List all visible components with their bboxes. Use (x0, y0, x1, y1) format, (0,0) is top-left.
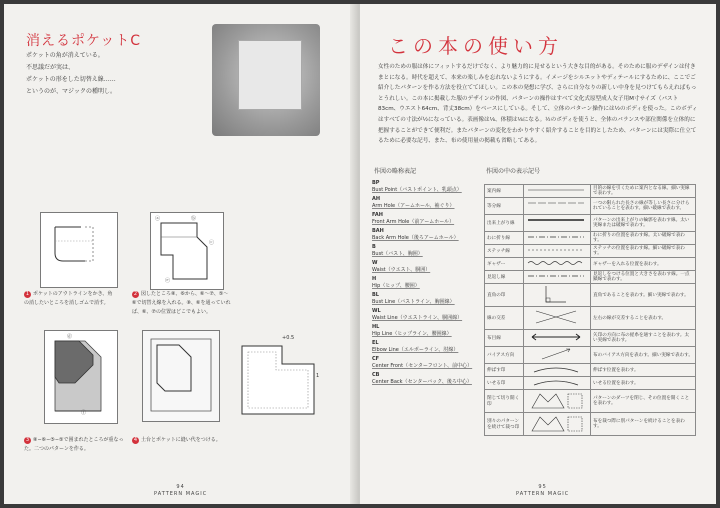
symbol-name: 布目線 (485, 330, 524, 347)
symbol-icon (524, 185, 591, 198)
caption-text: 図したところ⑧、⑥から、⑥〜⑦、⑤〜⑥で切替え線を入れる。⑧、⑥を通っていれば、⑥、⑦の位置はどこでもよい。 (132, 291, 231, 315)
left-page-title: 消えるポケットC (26, 33, 142, 49)
abbr-item: CF Center Front（センターフロント、前中心） (372, 356, 473, 369)
symbol-graphic (526, 364, 586, 374)
symbol-row (485, 271, 696, 284)
caption-1 (24, 290, 116, 308)
symbol-graphic (526, 390, 586, 410)
intro-paragraph: 女性のための服は体にフィットするだけでなく、より魅力的に見せるという大きな目的がある。そのために服のデザインは付きまとになる。時代を超えて、本来の楽しみを忘れないようにする。イメージをシルエットやディテールにするために、ここでご紹介したパターンを作る方法を役立ててほしい。この本の発想に学び、さらに自分なりの新しい中身を見つけてもらえればもっとうれしい。この本に掲載した服のデザインの作図、パターンの操作はすべて文化式原型成人女子用M寸サイズ（バスト83cm、ウエスト64cm、背丈38cm）をベースにしている。そして、立体のパターン操作には½のボディを使った。このボディはすべての寸法が½になっている。表画像は⅛、体積は⅛になる。½のボディを使うと、全体のバランスや部位関係を立体的に把握することができて便利だ。またパターンの変化をわかりやすく紹介することを目的としたため、パターンには実際に仕立てるために必要な記号、また、布の使用量の掲載も省略してある。 (378, 64, 698, 145)
label-d: ⓓ (67, 334, 73, 340)
diagram-4b (232, 334, 328, 422)
seam-line-diagram (151, 213, 223, 289)
symbol-icon (524, 307, 591, 330)
symbol-graphic (526, 307, 586, 327)
symbol-icon (524, 330, 591, 347)
symbol-row (485, 330, 696, 347)
symbols-table (484, 184, 696, 436)
symbol-name: 出来上がり線 (485, 215, 524, 232)
diagram-4 (142, 330, 220, 422)
symbol-icon (524, 347, 591, 364)
diagram-2 (150, 212, 224, 290)
caption-4 (132, 436, 252, 445)
symbol-name: 伸ばす印 (485, 364, 524, 377)
step-number-1: 1 (25, 291, 30, 297)
symbol-row (485, 185, 696, 198)
symbol-icon (524, 245, 591, 258)
symbol-icon (524, 232, 591, 245)
seam-allowance-diagram (143, 331, 219, 421)
symbol-desc: ステッチの位置を表わす線。細い破線で表わす。 (591, 245, 696, 258)
caption-text: 土台とポケットに縫い代をつける。 (141, 437, 221, 443)
footer-text: PATTERN MAGIC (154, 491, 208, 497)
symbol-icon (524, 390, 591, 413)
caption-text: ⑧−⑥−⑤−⑤で囲まれたところが重なった。二つのパターンを作る。 (24, 437, 124, 452)
step-number-3: 3 (25, 437, 30, 443)
symbol-graphic (526, 330, 586, 344)
pocket-photo (238, 40, 302, 110)
symbol-row (485, 198, 696, 215)
symbol-icon (524, 364, 591, 377)
text-line: ポケットの角が消えている。 (26, 52, 104, 59)
symbol-desc: パターンの出来上がりの輪郭を表わす線。太い実線または破線で表わす。 (591, 215, 696, 232)
symbol-row (485, 390, 696, 413)
abbr-item: BAH Back Arm Hole（後ろアームホール） (372, 228, 459, 241)
symbol-desc: 左右の線が交差することを表わす。 (591, 307, 696, 330)
symbol-name: 等分線 (485, 198, 524, 215)
dim-note: 1 (316, 373, 320, 379)
symbol-desc: パターンのダーツを閉じ、その位置を開くことを表わす。 (591, 390, 696, 413)
symbol-row (485, 284, 696, 307)
symbol-icon (524, 258, 591, 271)
step-number-2: 2 (133, 291, 138, 297)
abbr-item: CB Center Back（センターバック、後ろ中心） (372, 372, 472, 385)
symbol-row (485, 258, 696, 271)
symbol-name: 線の交差 (485, 307, 524, 330)
abbr-list (372, 180, 498, 388)
symbol-desc: 布のバイアス方向を表わす。細い実線で表わす。 (591, 347, 696, 364)
symbol-name: 案内線 (485, 185, 524, 198)
symbol-desc: 矢印の方向に布の経糸を通すことを表わす。太い実線で表わす。 (591, 330, 696, 347)
abbr-item: BL Bust Line（バストライン、胸囲線） (372, 292, 455, 305)
symbol-graphic (526, 284, 586, 304)
symbol-graphic (526, 215, 586, 229)
abbr-item: WL Waist Line（ウエストライン、胴囲線） (372, 308, 463, 321)
text-line: ポケットの形をした切替え線…… (26, 76, 116, 83)
footer-text: PATTERN MAGIC (516, 491, 570, 497)
label-a: ⓐ (155, 216, 161, 222)
label-e: ⓔ (165, 278, 171, 284)
symbol-row (485, 307, 696, 330)
abbr-item: FAH Front Arm Hole（前アームホール） (372, 212, 455, 225)
seam-note: +0.5 (282, 335, 295, 341)
label-f: ⓕ (81, 410, 87, 416)
symbol-graphic (526, 232, 586, 242)
symbol-desc: 直角であることを表わす。細い実線で表わす。 (591, 284, 696, 307)
right-page-title: この本の使い方 (388, 34, 563, 58)
symbol-row (485, 364, 696, 377)
book-spread (4, 4, 716, 504)
symbol-graphic (526, 271, 586, 281)
caption-3 (24, 436, 124, 454)
abbr-item: HL Hip Line（ヒップライン、腰囲線） (372, 324, 452, 337)
abbr-item: EL Elbow Line（エルボーライン、肘線） (372, 340, 459, 353)
text-line: というのが、マジックの種明し。 (26, 88, 117, 95)
symbol-desc: いせる位置を表わす。 (591, 377, 696, 390)
symbol-row (485, 215, 696, 232)
symbols-heading: 作図の中の表示記号 (486, 168, 541, 175)
symbol-row (485, 377, 696, 390)
label-c: ⓒ (209, 240, 215, 246)
symbol-row (485, 232, 696, 245)
left-page (4, 4, 356, 504)
abbr-heading: 作図の略称表記 (374, 168, 417, 175)
symbol-icon (524, 215, 591, 232)
symbol-desc: 見返しをつける位置と大きさを表わす線。一点鎖線で表わす。 (591, 271, 696, 284)
symbol-name: ギャザー (485, 258, 524, 271)
symbol-graphic (526, 413, 586, 433)
symbol-name: わに折り線 (485, 232, 524, 245)
symbol-row (485, 413, 696, 436)
symbol-graphic (526, 377, 586, 387)
garment-photo (212, 24, 320, 136)
diagram-1 (40, 212, 118, 288)
abbr-item: BP Bust Point（バストポイント、乳頭点） (372, 180, 462, 193)
symbol-desc: 伸ばす位置を表わす。 (591, 364, 696, 377)
symbol-name: ステッチ線 (485, 245, 524, 258)
right-footer (516, 484, 569, 498)
symbol-desc: 布を裁つ際に別パターンを続けることを表わす。 (591, 413, 696, 436)
abbr-item: AH Arm Hole（アームホール、袖ぐり） (372, 196, 455, 209)
caption-2 (132, 290, 232, 317)
left-page-text (26, 50, 116, 98)
symbol-row (485, 245, 696, 258)
symbol-graphic (526, 198, 586, 212)
symbol-name: 直角の印 (485, 284, 524, 307)
caption-text: ポケットのアウトラインをかき、角の消したいところを消しゴムで消す。 (24, 291, 113, 306)
symbol-graphic (526, 245, 586, 255)
abbr-item: W Waist（ウエスト、胴囲） (372, 260, 431, 273)
symbol-desc: ギャザーを入れる位置を表わす。 (591, 258, 696, 271)
symbol-icon (524, 198, 591, 215)
left-footer (154, 484, 207, 498)
symbol-name: 別々のパターンを続けて裁つ印 (485, 413, 524, 436)
symbol-row (485, 347, 696, 364)
symbol-icon (524, 284, 591, 307)
symbol-icon (524, 271, 591, 284)
symbol-name: 閉じて切り開く印 (485, 390, 524, 413)
symbol-graphic (526, 185, 586, 195)
symbol-name: 見返し線 (485, 271, 524, 284)
page-number: 95 (538, 484, 547, 490)
text-line: 不思議だが実は、 (26, 64, 75, 71)
symbol-icon (524, 413, 591, 436)
seam-allowance-pattern (232, 334, 328, 422)
symbol-desc: わに折りの位置を表わす線。太い破線で表わす。 (591, 232, 696, 245)
label-b: ⓑ (191, 216, 197, 222)
step-number-4: 4 (133, 437, 138, 443)
pocket-outline-diagram (41, 213, 117, 287)
symbol-name: バイアス方向 (485, 347, 524, 364)
abbr-item: B Bust（バスト、胸囲） (372, 244, 423, 257)
symbol-desc: 目的の線を引くために案内となる線。細い実線で表わす。 (591, 185, 696, 198)
right-page (360, 4, 716, 504)
abbr-item: H Hip（ヒップ、腰囲） (372, 276, 420, 289)
symbol-graphic (526, 347, 586, 361)
symbol-desc: 一つの限られた長さの線が等しい長さに分けられていることを表わす。細い破線で表わす。 (591, 198, 696, 215)
symbol-graphic (526, 258, 586, 268)
symbol-icon (524, 377, 591, 390)
symbol-name: いせる印 (485, 377, 524, 390)
diagram-3 (44, 330, 118, 424)
page-number: 94 (176, 484, 185, 490)
